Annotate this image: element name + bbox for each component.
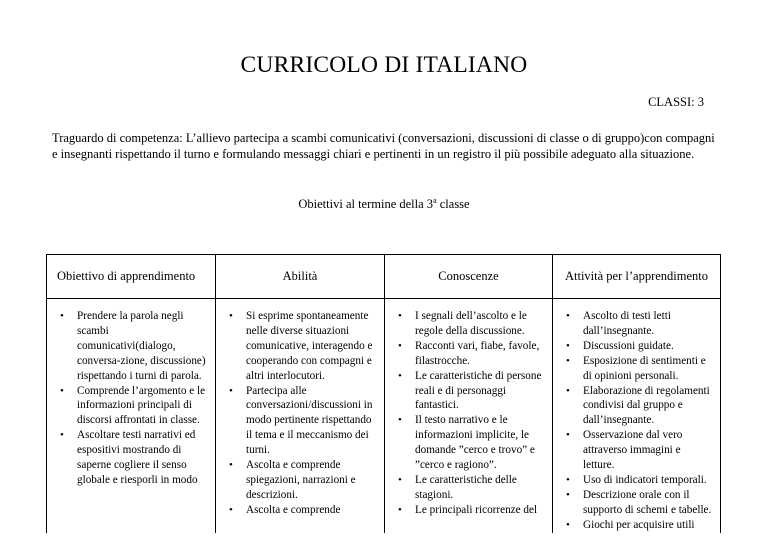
- cell-abilita: [216, 299, 385, 533]
- obiettivi-heading: [0, 197, 768, 212]
- obiettivi-suffix: classe: [436, 197, 470, 211]
- list-item: • Prendere la parola negli scambi comunicativi(dialogo, conversa-zione, discussione) rispettando i turni di parola.: [77, 309, 209, 384]
- list-abilita: [216, 299, 384, 518]
- list-item: • Ascolto di testi letti dall’insegnante.: [583, 309, 714, 339]
- list-item: • Le caratteristiche delle stagioni.: [415, 473, 546, 503]
- list-item: • Ascoltare testi narrativi ed espositivi mostrando di saperne cogliere il senso globale e riesporli in modo: [77, 428, 209, 488]
- cell-attivita: [553, 299, 721, 533]
- header-conoscenze: Conoscenze: [385, 255, 553, 299]
- list-obiettivo: [47, 299, 215, 488]
- list-conoscenze: [385, 299, 552, 518]
- list-item: • Le caratteristiche di persone reali e di personaggi fantastici.: [415, 369, 546, 414]
- classi-label: CLASSI: 3: [648, 95, 704, 109]
- list-item: • Ascolta e comprende: [246, 503, 378, 518]
- list-item: • Discussioni guidate.: [583, 339, 714, 354]
- list-item: • I segnali dell’ascolto e le regole della discussione.: [415, 309, 546, 339]
- page-title: CURRICOLO DI ITALIANO: [240, 52, 528, 78]
- list-item: • Si esprime spontaneamente nelle diverse situazioni comunicative, interagendo e cooperando con compagni e altri interlocutori.: [246, 309, 378, 384]
- obiettivi-prefix: Obiettivi al termine della 3: [298, 197, 434, 211]
- list-item: • Osservazione dal vero attraverso immagini e letture.: [583, 428, 714, 473]
- list-item: • Elaborazione di regolamenti condivisi dal gruppo e dall’insegnante.: [583, 384, 714, 429]
- list-item: • Racconti vari, fiabe, favole, filastrocche.: [415, 339, 546, 369]
- list-item: • Comprende l’argomento e le informazioni principali di discorsi affrontati in classe.: [77, 384, 209, 429]
- obiettivi-superscript: a: [433, 195, 437, 205]
- list-item: • Giochi per acquisire utili: [583, 518, 714, 533]
- curriculum-table: [46, 254, 721, 533]
- header-abilita: Abilità: [216, 255, 385, 299]
- list-item: • Ascolta e comprende spiegazioni, narrazioni e descrizioni.: [246, 458, 378, 503]
- cell-conoscenze: [385, 299, 553, 533]
- list-item: • Uso di indicatori temporali.: [583, 473, 714, 488]
- table-header-row: [47, 255, 721, 299]
- list-item: • Il testo narrativo e le informazioni implicite, le domande ”cerco e trovo” e ”cerco e ragiono”.: [415, 413, 546, 473]
- header-attivita: Attività per l’apprendimento: [553, 255, 721, 299]
- cell-obiettivo: [47, 299, 216, 533]
- traguardo-paragraph: Traguardo di competenza: L’allievo partecipa a scambi comunicativi (conversazioni, discussioni di classe o di gruppo)con compagni e insegnanti rispettando il turno e formulando messaggi chiari e pertinenti in un registro il più possibile adeguato alla situazione.: [52, 131, 715, 161]
- list-attivita: [553, 299, 720, 533]
- table-row: [47, 299, 721, 533]
- list-item: • Partecipa alle conversazioni/discussioni in modo pertinente rispettando il tema e il meccanismo dei turni.: [246, 384, 378, 459]
- list-item: • Esposizione di sentimenti e di opinioni personali.: [583, 354, 714, 384]
- list-item: • Le principali ricorrenze del: [415, 503, 546, 518]
- header-obiettivo: Obiettivo di apprendimento: [47, 255, 216, 299]
- list-item: • Descrizione orale con il supporto di schemi e tabelle.: [583, 488, 714, 518]
